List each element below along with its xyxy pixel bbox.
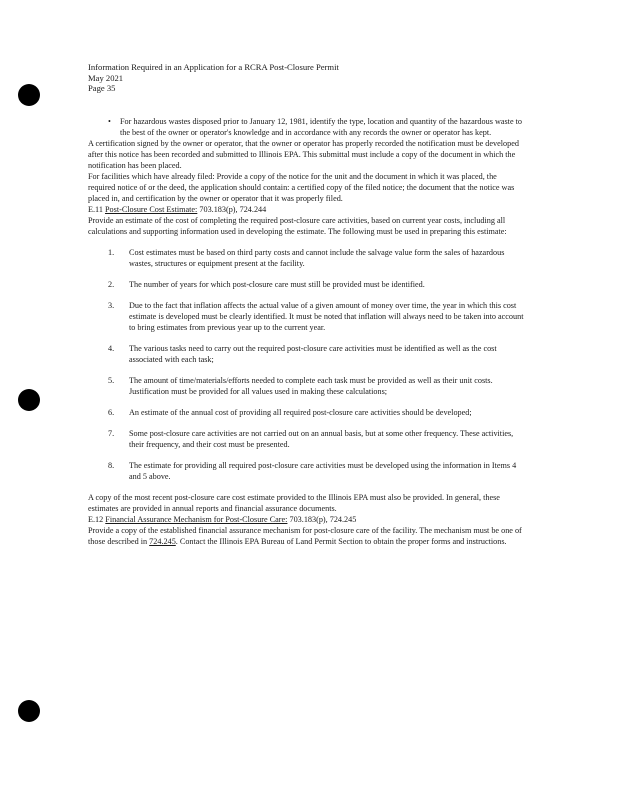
binder-hole-middle	[18, 389, 40, 411]
list-item-number: 3.	[108, 301, 115, 310]
section-text-e12-before: Provide a copy of the established financial assurance mechanism for post-closure care of the facility. The mechanism must be one of those described in	[88, 526, 522, 546]
regulation-link[interactable]: 724.245	[149, 537, 176, 546]
section-intro-e11: Provide an estimate of the cost of completing the required post-closure care activities, based on current year costs, including all calculations and supporting information used in developing the estimate. The following must be used in preparing this estimate:	[88, 216, 507, 236]
certification-paragraph: A certification signed by the owner or operator, that the owner or operator has properly recorded the notification must be developed after this notice has been recorded and submitted to Illinois EPA. This submittal must include a copy of the document in which the notification has been placed.	[88, 139, 519, 170]
document-body	[88, 116, 524, 547]
binder-hole-top	[18, 84, 40, 106]
section-closing-e11: A copy of the most recent post-closure care cost estimate provided to the Illinois EPA must also be provided. In general, these estimates are provided in annual reports and financial assurance documents.	[88, 493, 500, 513]
list-item-number: 8.	[108, 461, 115, 470]
bullet-text: For hazardous wastes disposed prior to January 12, 1981, identify the type, location and quantity of the hazardous waste to the best of the owner or operator's knowledge and in accordance with any records the owner or operator has kept.	[120, 117, 523, 137]
list-item	[108, 300, 524, 333]
list-item	[108, 407, 524, 418]
list-item-number: 7.	[108, 429, 115, 438]
list-item-text: An estimate of the annual cost of providing all required post-closure care activities should be developed;	[129, 408, 472, 417]
section-refs-e12: 703.183(p), 724.245	[289, 515, 357, 524]
section-title-e12: Financial Assurance Mechanism for Post-Closure Care:	[105, 515, 288, 524]
header-title: Information Required in an Application for a RCRA Post-Closure Permit	[88, 62, 339, 72]
list-item	[108, 247, 524, 269]
list-item-text: The various tasks need to carry out the required post-closure care activities must be identified as well as the cost associated with each task;	[129, 344, 497, 364]
header-page-number: Page 35	[88, 83, 116, 94]
list-item-number: 1.	[108, 248, 115, 257]
list-item	[108, 375, 524, 397]
list-item-text: The amount of time/materials/efforts needed to complete each task must be provided as well as their unit costs. Justification must be provided for all values used in making these calculations;	[129, 376, 493, 396]
list-item-number: 4.	[108, 344, 115, 353]
section-text-e12-after: . Contact the Illinois EPA Bureau of Land Permit Section to obtain the proper forms and instructions.	[175, 537, 507, 546]
section-number-e12: E.12	[88, 515, 104, 524]
section-body-e12	[88, 525, 524, 547]
section-title-e11: Post-Closure Cost Estimate:	[104, 205, 198, 214]
list-item-text: Cost estimates must be based on third party costs and cannot include the salvage value form the sales of hazardous wastes, structures or equipment present at the facility.	[129, 248, 505, 268]
list-item-number: 6.	[108, 408, 115, 417]
page-header	[88, 62, 339, 94]
list-item-number: 2.	[108, 280, 115, 289]
list-item	[108, 343, 524, 365]
list-item-text: The estimate for providing all required post-closure care activities must be developed using the information in Items 4 and 5 above.	[129, 461, 517, 481]
facilities-paragraph: For facilities which have already filed: Provide a copy of the notice for the unit and the document in which it was placed, the required notice of or the deed, the application should contain: a certified copy of the filed notice; the document that the notice was placed in, and certification by the owner or operator that it was properly filed.	[88, 172, 515, 203]
section-heading-e11	[88, 204, 524, 215]
section-heading-e12	[88, 514, 524, 525]
list-item	[108, 460, 524, 482]
list-item-number: 5.	[108, 376, 115, 385]
list-item-text: Due to the fact that inflation affects the actual value of a given amount of money over time, the year in which this cost estimate is developed must be clearly identified. It must be noted that inflation will always need to be taken into account to bring estimates from previous year up to the current year.	[129, 301, 524, 332]
section-refs-e11: 703.183(p), 724.244	[199, 205, 267, 214]
list-item-text: Some post-closure care activities are not carried out on an annual basis, but at some other frequency. These activities, their frequency, and their cost must be presented.	[129, 429, 514, 449]
list-item-text: The number of years for which post-closure care must still be provided must be identified.	[129, 280, 425, 289]
list-item	[108, 428, 524, 450]
bullet-item	[88, 116, 524, 138]
list-item	[108, 279, 524, 290]
section-number-e11: E.11	[88, 205, 103, 214]
header-date: May 2021	[88, 72, 124, 83]
bullet-symbol: •	[108, 117, 111, 126]
cost-estimate-requirements-list	[108, 247, 524, 482]
binder-hole-bottom	[18, 700, 40, 722]
